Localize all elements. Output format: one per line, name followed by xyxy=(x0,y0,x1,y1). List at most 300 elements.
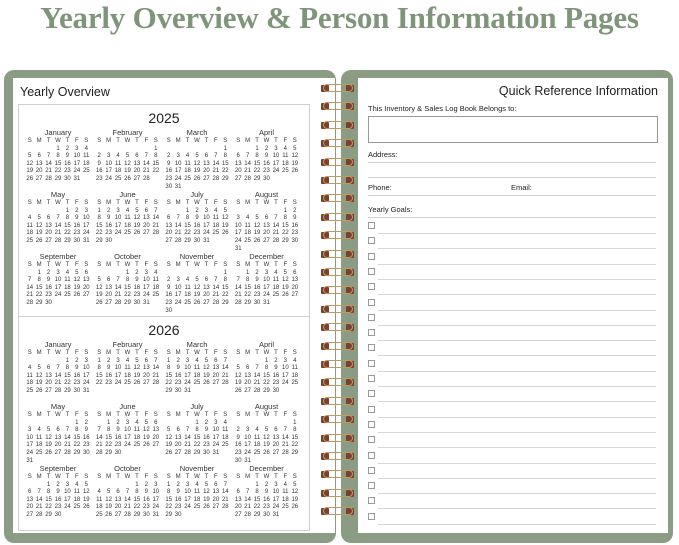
weekday-label: W xyxy=(55,200,61,206)
day-cell: 14 xyxy=(26,284,34,291)
weekday-header xyxy=(25,474,91,482)
day-cell xyxy=(202,270,211,278)
day-cell: 10 xyxy=(73,153,81,160)
weekday-label: M xyxy=(106,474,112,480)
weekday-label: S xyxy=(292,412,297,418)
goals-header-line xyxy=(368,217,656,218)
day-cell: 4 xyxy=(223,419,227,426)
day-cell: 17 xyxy=(73,160,81,167)
day-cell xyxy=(164,146,173,154)
day-cell: 17 xyxy=(174,292,182,299)
weekday-label: W xyxy=(263,474,270,480)
goal-checkbox[interactable] xyxy=(368,406,375,413)
day-cell: 10 xyxy=(234,222,242,229)
day-cell: 5 xyxy=(37,365,41,372)
goal-row[interactable] xyxy=(368,250,656,265)
goal-row[interactable] xyxy=(368,464,656,479)
day-cell: 1 xyxy=(65,207,70,214)
day-cell: 21 xyxy=(184,442,191,449)
day-cell: 22 xyxy=(152,168,160,175)
goal-checkbox[interactable] xyxy=(368,482,375,489)
day-cell: 4 xyxy=(135,419,139,426)
day-cell: 9 xyxy=(46,277,51,284)
day-cell: 7 xyxy=(154,207,158,214)
day-cell: 23 xyxy=(133,292,141,299)
day-cell: 13 xyxy=(133,160,141,167)
day-cell: 1 xyxy=(75,419,79,426)
day-grid xyxy=(164,146,230,192)
day-cell: 12 xyxy=(203,365,210,372)
weekday-header xyxy=(25,138,91,146)
day-cell: 2 xyxy=(65,145,70,152)
weekday-label: M xyxy=(36,474,42,480)
weekday-label: S xyxy=(166,412,171,418)
weekday-label: T xyxy=(274,350,278,356)
owner-name-field[interactable] xyxy=(368,116,658,143)
goal-row[interactable] xyxy=(368,387,656,402)
day-cell: 21 xyxy=(45,168,52,175)
day-cell: 8 xyxy=(255,153,259,160)
weekday-label: F xyxy=(214,262,218,268)
day-cell: 8 xyxy=(97,365,101,372)
day-cell: 13 xyxy=(272,434,280,441)
weekday-label: T xyxy=(116,262,120,268)
day-cell: 7 xyxy=(176,215,180,222)
day-cell: 8 xyxy=(65,215,70,222)
day-cell: 22 xyxy=(253,168,261,175)
day-grid xyxy=(25,208,91,246)
day-cell: 19 xyxy=(26,168,34,175)
day-cell: 11 xyxy=(36,434,43,441)
day-cell: 9 xyxy=(167,284,171,291)
day-cell: 24 xyxy=(152,504,160,511)
day-cell xyxy=(25,146,34,154)
day-cell: 9 xyxy=(84,427,88,434)
yearly-goals-label: Yearly Goals: xyxy=(368,205,413,214)
weekday-label: F xyxy=(214,412,218,418)
day-cell: 30 xyxy=(174,387,182,394)
day-cell: 13 xyxy=(174,434,182,441)
day-cell: 19 xyxy=(82,496,90,503)
goal-checkbox[interactable] xyxy=(368,283,375,290)
goal-checkbox[interactable] xyxy=(368,222,375,229)
day-cell xyxy=(95,146,104,154)
day-cell: 9 xyxy=(264,153,269,160)
day-cell: 21 xyxy=(124,504,131,511)
day-cell: 19 xyxy=(124,168,131,175)
goal-row[interactable] xyxy=(368,219,656,234)
day-cell: 17 xyxy=(203,222,210,229)
day-cell: 3 xyxy=(154,481,158,488)
day-cell: 4 xyxy=(65,269,70,276)
goal-row[interactable] xyxy=(368,311,656,326)
day-cell: 11 xyxy=(222,427,229,434)
day-cell: 18 xyxy=(95,504,103,511)
weekday-label: T xyxy=(46,262,51,268)
day-cell: 6 xyxy=(214,481,218,488)
day-cell: 24 xyxy=(114,380,122,387)
day-cell: 11 xyxy=(184,284,191,291)
day-cell: 28 xyxy=(234,299,242,306)
day-cell: 18 xyxy=(114,168,122,175)
day-cell xyxy=(132,450,141,458)
day-cell xyxy=(234,482,243,490)
day-cell: 30 xyxy=(193,237,201,244)
goal-checkbox[interactable] xyxy=(368,237,375,244)
day-cell: 23 xyxy=(45,292,52,299)
day-cell xyxy=(63,512,72,520)
day-cell: 27 xyxy=(82,292,90,299)
day-cell: 29 xyxy=(244,299,251,306)
day-cell: 13 xyxy=(114,496,122,503)
day-cell: 4 xyxy=(185,277,190,284)
weekday-label: W xyxy=(194,200,200,206)
day-cell: 7 xyxy=(245,153,250,160)
day-cell: 16 xyxy=(193,222,201,229)
day-cell: 8 xyxy=(223,153,227,160)
day-cell: 14 xyxy=(244,496,251,503)
goal-checkbox[interactable] xyxy=(368,253,375,260)
day-cell xyxy=(234,270,243,278)
day-cell: 19 xyxy=(143,434,150,441)
day-cell xyxy=(262,208,271,216)
day-cell: 4 xyxy=(283,145,288,152)
goal-checkbox[interactable] xyxy=(368,299,375,306)
day-cell: 31 xyxy=(244,457,251,464)
month-calendar xyxy=(234,464,300,520)
day-cell: 4 xyxy=(84,145,88,152)
day-cell: 23 xyxy=(143,504,150,511)
month-calendar xyxy=(95,190,161,246)
day-cell: 23 xyxy=(193,230,201,237)
weekday-header xyxy=(164,200,230,208)
goal-row[interactable] xyxy=(368,326,656,341)
goal-checkbox[interactable] xyxy=(368,360,375,367)
address-line[interactable] xyxy=(368,162,656,163)
day-cell: 10 xyxy=(212,427,220,434)
day-cell: 18 xyxy=(35,442,43,449)
day-cell xyxy=(183,146,192,154)
goal-checkbox[interactable] xyxy=(368,452,375,459)
goal-row[interactable] xyxy=(368,296,656,311)
day-cell: 9 xyxy=(135,277,139,284)
goal-row[interactable] xyxy=(368,510,656,525)
day-cell: 18 xyxy=(184,292,191,299)
day-cell: 11 xyxy=(83,153,90,160)
day-cell: 14 xyxy=(54,372,62,379)
day-cell: 23 xyxy=(114,442,122,449)
day-cell: 11 xyxy=(272,277,280,284)
weekday-label: S xyxy=(223,262,228,268)
day-grid xyxy=(234,358,300,396)
day-cell: 14 xyxy=(221,365,229,372)
day-cell xyxy=(290,176,299,184)
day-cell: 25 xyxy=(152,292,160,299)
day-cell: 12 xyxy=(45,434,52,441)
weekday-header xyxy=(164,474,230,482)
weekday-label: T xyxy=(65,138,70,144)
weekday-label: W xyxy=(55,138,61,144)
day-cell: 1 xyxy=(97,207,101,214)
day-cell: 5 xyxy=(125,153,130,160)
weekday-label: T xyxy=(274,138,278,144)
day-cell: 16 xyxy=(45,284,52,291)
day-cell xyxy=(34,358,43,366)
goal-checkbox[interactable] xyxy=(368,268,375,275)
goal-checkbox[interactable] xyxy=(368,513,375,520)
phone-email-line[interactable] xyxy=(368,195,656,196)
day-cell: 7 xyxy=(214,153,218,160)
day-cell: 19 xyxy=(282,284,289,291)
day-cell xyxy=(34,208,43,216)
day-cell: 12 xyxy=(35,222,43,229)
page-title: Quick Reference Information xyxy=(498,84,658,98)
day-cell: 2 xyxy=(264,481,269,488)
day-cell: 8 xyxy=(65,365,70,372)
day-cell xyxy=(82,512,91,520)
day-cell: 26 xyxy=(124,175,131,182)
day-cell: 10 xyxy=(272,153,280,160)
day-cell: 8 xyxy=(37,277,41,284)
weekday-label: S xyxy=(223,138,228,144)
goal-checkbox[interactable] xyxy=(368,314,375,321)
day-cell: 30 xyxy=(114,449,122,456)
day-cell xyxy=(243,146,252,154)
day-cell xyxy=(211,388,220,396)
day-cell: 8 xyxy=(185,215,190,222)
day-cell: 30 xyxy=(272,387,280,394)
spiral-ring xyxy=(318,194,358,203)
goal-row[interactable] xyxy=(368,280,656,295)
day-cell: 11 xyxy=(133,427,141,434)
goal-checkbox[interactable] xyxy=(368,390,375,397)
day-cell xyxy=(104,146,113,154)
day-cell: 1 xyxy=(65,357,70,364)
day-cell: 26 xyxy=(133,230,141,237)
day-cell: 25 xyxy=(184,175,191,182)
day-cell: 20 xyxy=(114,504,122,511)
day-cell: 15 xyxy=(221,160,229,167)
day-cell: 24 xyxy=(174,299,182,306)
day-cell: 30 xyxy=(263,175,270,182)
day-cell xyxy=(290,300,299,308)
day-cell: 26 xyxy=(35,387,43,394)
day-cell: 26 xyxy=(165,449,173,456)
day-cell: 5 xyxy=(236,365,240,372)
goal-row[interactable] xyxy=(368,479,656,494)
day-cell: 9 xyxy=(65,153,70,160)
day-cell: 15 xyxy=(35,284,43,291)
day-cell: 7 xyxy=(236,277,240,284)
weekday-label: T xyxy=(65,474,70,480)
day-cell xyxy=(142,450,151,458)
day-cell: 25 xyxy=(253,449,261,456)
day-cell: 27 xyxy=(45,387,52,394)
day-cell: 5 xyxy=(204,357,209,364)
day-cell: 11 xyxy=(244,222,251,229)
weekday-label: T xyxy=(185,138,190,144)
day-cell: 26 xyxy=(282,292,289,299)
day-cell: 23 xyxy=(272,380,280,387)
goal-row[interactable] xyxy=(368,433,656,448)
day-cell: 1 xyxy=(245,269,250,276)
day-cell: 5 xyxy=(135,207,139,214)
day-cell xyxy=(53,300,62,308)
goal-row[interactable] xyxy=(368,403,656,418)
goal-row[interactable] xyxy=(368,234,656,249)
belongs-to-label: This Inventory & Sales Log Book Belongs to: xyxy=(368,104,517,113)
day-cell xyxy=(183,512,192,520)
goal-checkbox[interactable] xyxy=(368,375,375,382)
weekday-label: F xyxy=(144,138,149,144)
day-cell: 18 xyxy=(244,230,251,237)
day-cell: 6 xyxy=(176,427,180,434)
weekday-label: W xyxy=(194,474,200,480)
email-label: Email: xyxy=(511,183,532,192)
day-cell: 10 xyxy=(26,434,34,441)
day-cell: 28 xyxy=(212,175,220,182)
goal-checkbox[interactable] xyxy=(368,436,375,443)
weekday-label: M xyxy=(175,412,181,418)
goal-checkbox[interactable] xyxy=(368,467,375,474)
day-cell: 12 xyxy=(253,222,261,229)
goal-row[interactable] xyxy=(368,449,656,464)
goal-checkbox[interactable] xyxy=(368,344,375,351)
day-cell: 18 xyxy=(133,434,141,441)
day-cell: 7 xyxy=(46,153,51,160)
goal-checkbox[interactable] xyxy=(368,421,375,428)
weekday-label: W xyxy=(124,474,131,480)
weekday-label: T xyxy=(135,262,139,268)
day-cell: 7 xyxy=(283,427,288,434)
day-cell: 30 xyxy=(54,511,62,518)
weekday-label: S xyxy=(27,262,32,268)
day-cell: 13 xyxy=(244,372,251,379)
day-cell: 13 xyxy=(45,372,52,379)
goal-checkbox[interactable] xyxy=(368,497,375,504)
day-cell: 29 xyxy=(124,299,131,306)
day-cell: 29 xyxy=(105,449,112,456)
day-cell: 22 xyxy=(105,442,112,449)
goal-row[interactable] xyxy=(368,372,656,387)
day-cell: 26 xyxy=(234,387,242,394)
day-cell: 15 xyxy=(282,222,289,229)
day-cell: 26 xyxy=(291,168,299,175)
day-grid xyxy=(234,420,300,466)
day-cell: 2 xyxy=(167,153,171,160)
day-cell: 27 xyxy=(35,175,43,182)
day-cell: 12 xyxy=(263,434,270,441)
day-cell xyxy=(123,146,132,154)
day-cell: 24 xyxy=(203,230,210,237)
day-cell: 5 xyxy=(97,277,101,284)
day-cell: 21 xyxy=(282,442,289,449)
day-cell: 13 xyxy=(234,160,242,167)
day-cell: 15 xyxy=(244,284,251,291)
day-cell: 12 xyxy=(133,365,141,372)
day-cell: 23 xyxy=(234,449,242,456)
day-cell: 21 xyxy=(95,442,103,449)
day-cell: 2 xyxy=(106,207,111,214)
day-cell: 10 xyxy=(272,489,280,496)
address-line[interactable] xyxy=(368,177,656,178)
day-cell: 27 xyxy=(263,237,270,244)
day-cell: 28 xyxy=(184,449,191,456)
weekday-label: S xyxy=(84,474,89,480)
day-cell xyxy=(44,420,53,428)
day-cell: 15 xyxy=(64,372,71,379)
day-cell: 2 xyxy=(75,207,79,214)
day-cell: 27 xyxy=(152,442,160,449)
day-cell: 19 xyxy=(291,160,299,167)
day-cell: 17 xyxy=(114,222,122,229)
weekday-label: S xyxy=(153,350,158,356)
day-cell: 9 xyxy=(274,365,278,372)
day-cell: 29 xyxy=(282,237,289,244)
day-cell: 2 xyxy=(195,207,199,214)
month-calendar xyxy=(164,128,230,191)
day-cell: 10 xyxy=(82,215,90,222)
day-cell: 20 xyxy=(45,230,52,237)
month-name: October xyxy=(114,252,141,261)
goal-row[interactable] xyxy=(368,494,656,509)
weekday-label: S xyxy=(166,350,171,356)
weekday-label: T xyxy=(135,412,139,418)
goal-row[interactable] xyxy=(368,418,656,433)
day-cell: 16 xyxy=(203,434,210,441)
day-cell: 11 xyxy=(193,365,201,372)
day-cell: 6 xyxy=(204,153,209,160)
day-cell: 22 xyxy=(64,380,71,387)
day-cell xyxy=(34,482,43,490)
day-cell: 31 xyxy=(184,387,191,394)
month-name: April xyxy=(258,128,274,137)
day-cell: 27 xyxy=(133,175,141,182)
day-cell: 13 xyxy=(143,365,150,372)
day-cell: 18 xyxy=(193,372,201,379)
spiral-ring xyxy=(318,415,358,424)
day-cell: 27 xyxy=(244,387,251,394)
month-name: December xyxy=(249,464,284,473)
day-cell: 16 xyxy=(82,434,90,441)
goal-checkbox[interactable] xyxy=(368,329,375,336)
weekday-label: F xyxy=(214,200,218,206)
day-cell: 13 xyxy=(45,222,52,229)
day-cell: 3 xyxy=(274,481,278,488)
day-cell: 27 xyxy=(272,449,280,456)
goal-row[interactable] xyxy=(368,357,656,372)
weekday-header xyxy=(164,350,230,358)
month-calendar xyxy=(234,190,300,253)
page-title: Yearly Overview xyxy=(20,85,110,99)
weekday-label: T xyxy=(116,412,120,418)
day-cell: 19 xyxy=(35,230,43,237)
weekday-header xyxy=(234,474,300,482)
weekday-label: T xyxy=(135,200,139,206)
day-cell: 15 xyxy=(152,160,160,167)
weekday-label: S xyxy=(292,262,297,268)
day-cell: 14 xyxy=(152,215,160,222)
day-cell: 12 xyxy=(35,372,43,379)
goal-row[interactable] xyxy=(368,341,656,356)
day-cell: 14 xyxy=(174,222,182,229)
day-cell: 10 xyxy=(64,489,71,496)
day-cell: 15 xyxy=(64,222,71,229)
weekday-label: S xyxy=(223,350,228,356)
day-cell: 6 xyxy=(214,357,218,364)
goal-row[interactable] xyxy=(368,265,656,280)
day-cell: 6 xyxy=(236,489,240,496)
